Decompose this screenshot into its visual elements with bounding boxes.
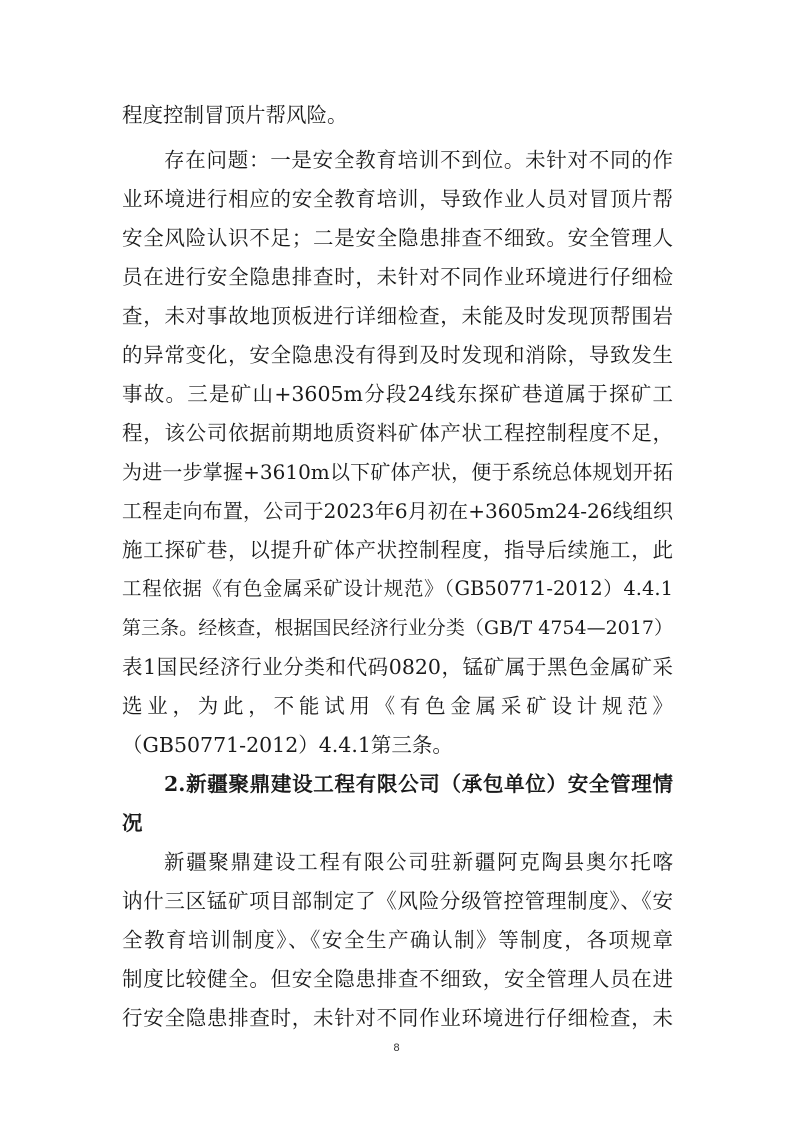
text-line: 业环境进行相应的安全教育培训，导致作业人员对冒顶片帮 — [122, 187, 673, 211]
text-line: 全教育培训制度》、《安全生产确认制》等制度，各项规章 — [122, 928, 673, 952]
text-line: 行安全隐患排查时，未针对不同作业环境进行仔细检查，未 — [122, 1006, 673, 1030]
text-line: 安全风险认识不足；二是安全隐患排查不细致。安全管理人 — [122, 226, 673, 250]
text-line: 工程走向布置，公司于2023年6月初在+3605m24-26线组织 — [122, 499, 673, 523]
text-line: 制度比较健全。但安全隐患排查不细致，安全管理人员在进 — [122, 967, 673, 991]
text-line: 选业，为此，不能试用《有色金属采矿设计规范》 — [122, 694, 673, 718]
text-line: 存在问题：一是安全教育培训不到位。未针对不同的作 — [164, 148, 673, 172]
section-heading-continued: 况 — [122, 811, 143, 835]
text-line: 施工探矿巷，以提升矿体产状控制程度，指导后续施工，此 — [122, 538, 673, 562]
text-line: 表1国民经济行业分类和代码0820，锰矿属于黑色金属矿采 — [122, 655, 673, 679]
text-line: （GB50771-2012）4.4.1第三条。 — [122, 733, 453, 757]
text-line: 第三条。经核查，根据国民经济行业分类（GB/T 4754—2017） — [122, 617, 673, 639]
text-line: 程，该公司依据前期地质资料矿体产状工程控制程度不足， — [122, 421, 673, 445]
text-line: 的异常变化，安全隐患没有得到及时发现和消除，导致发生 — [122, 343, 673, 367]
text-line: 讷什三区锰矿项目部制定了《风险分级管控管理制度》、《安 — [122, 889, 673, 913]
text-line: 员在进行安全隐患排查时，未针对不同作业环境进行仔细检 — [122, 265, 673, 289]
text-line: 为进一步掌握+3610m以下矿体产状，便于系统总体规划开拓 — [122, 460, 673, 484]
text-line: 程度控制冒顶片帮风险。 — [122, 103, 348, 127]
text-line: 查，未对事故地顶板进行详细检查，未能及时发现顶帮围岩 — [122, 304, 673, 328]
text-line: 事故。三是矿山+3605m分段24线东探矿巷道属于探矿工 — [122, 382, 673, 406]
page-number: 8 — [393, 1042, 400, 1054]
section-heading: 2.新疆聚鼎建设工程有限公司（承包单位）安全管理情 — [164, 772, 673, 796]
text-line: 工程依据《有色金属采矿设计规范》（GB50771-2012）4.4.1 — [122, 577, 673, 600]
text-line: 新疆聚鼎建设工程有限公司驻新疆阿克陶县奥尔托喀 — [164, 850, 673, 874]
